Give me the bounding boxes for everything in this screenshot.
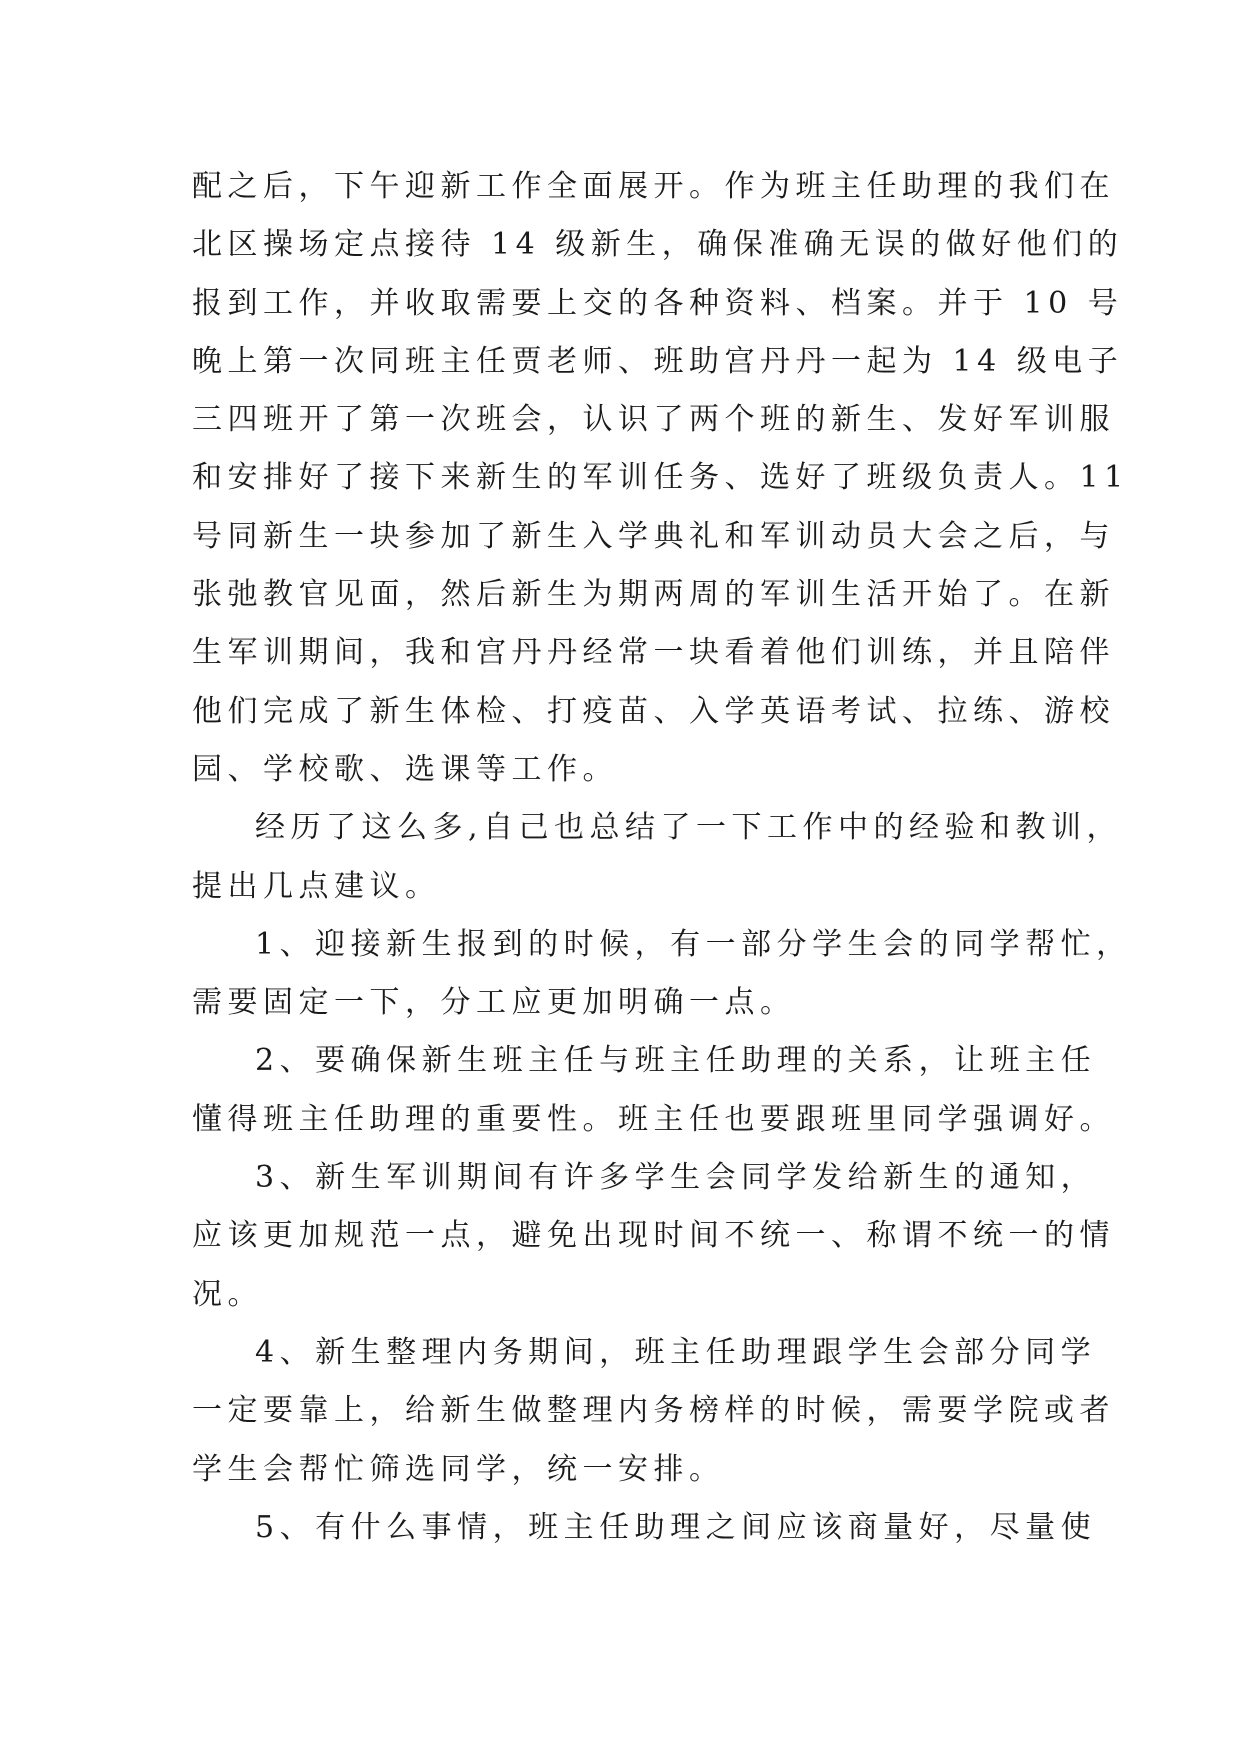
text-line: 和安排好了接下来新生的军训任务、选好了班级负责人。11 — [192, 460, 1129, 496]
text-line: 况。 — [192, 1276, 263, 1312]
text-line: 学生会帮忙筛选同学，统一安排。 — [192, 1451, 725, 1487]
suggestion-1-start: 1、迎接新生报到的时候，有一部分学生会的同学帮忙， — [255, 926, 1132, 962]
document-body — [192, 158, 1132, 1557]
text-line: 三四班开了第一次班会，认识了两个班的新生、发好军训服 — [192, 402, 1115, 438]
text-line: 提出几点建议。 — [192, 868, 441, 904]
text-line: 他们完成了新生体检、打疫苗、入学英语考试、拉练、游校 — [192, 693, 1115, 729]
text-line: 北区操场定点接待 14 级新生，确保准确无误的做好他们的 — [192, 227, 1124, 263]
text-line: 一定要靠上，给新生做整理内务榜样的时候，需要学院或者 — [192, 1393, 1115, 1429]
text-line: 园、学校歌、选课等工作。 — [192, 751, 618, 787]
text-line: 配之后，下午迎新工作全面展开。作为班主任助理的我们在 — [192, 169, 1115, 204]
suggestion-2-start: 2、要确保新生班主任与班主任助理的关系，让班主任 — [255, 1043, 1097, 1079]
text-line: 需要固定一下，分工应更加明确一点。 — [192, 985, 796, 1021]
text-line: 张弛教官见面，然后新生为期两周的军训生活开始了。在新 — [192, 577, 1115, 613]
paragraph-start-line: 经历了这么多,自己也总结了一下工作中的经验和教训， — [255, 810, 1123, 846]
suggestion-3-start: 3、新生军训期间有许多学生会同学发给新生的通知， — [255, 1160, 1097, 1196]
text-line: 生军训期间，我和宫丹丹经常一块看着他们训练，并且陪伴 — [192, 635, 1115, 671]
suggestion-4-start: 4、新生整理内务期间，班主任助理跟学生会部分同学 — [255, 1334, 1097, 1370]
text-line: 应该更加规范一点，避免出现时间不统一、称谓不统一的情 — [192, 1218, 1115, 1254]
text-line: 报到工作，并收取需要上交的各种资料、档案。并于 10 号 — [192, 285, 1124, 321]
suggestion-5-start: 5、有什么事情，班主任助理之间应该商量好，尽量使 — [255, 1509, 1097, 1545]
text-line: 晚上第一次同班主任贾老师、班助宫丹丹一起为 14 级电子 — [192, 343, 1124, 379]
text-line: 号同新生一块参加了新生入学典礼和军训动员大会之后，与 — [192, 518, 1115, 554]
text-line: 懂得班主任助理的重要性。班主任也要跟班里同学强调好。 — [192, 1101, 1115, 1137]
